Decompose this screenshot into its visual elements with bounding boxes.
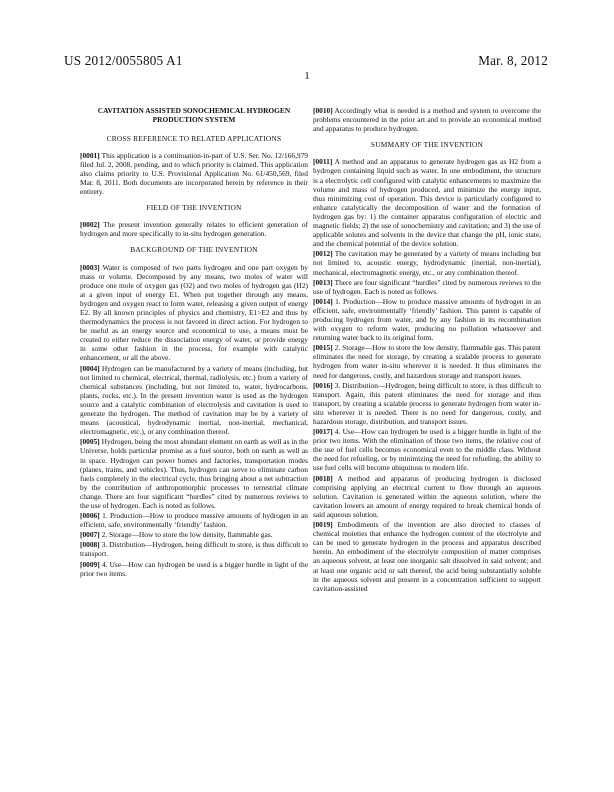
paragraph-text: 3. Distribution—Hydrogen, being difficult to store, is thus difficult to transport. Again, this patent eliminates the need for storage and thus transport, by creating a scalable process to generate hydrogen from water in-situ wherever it is needed. There is no need for dangerous, costly, and hazardous storage, distribution, and transport issues. xyxy=(313,380,541,426)
heading-background: BACKGROUND OF THE INVENTION xyxy=(130,245,258,255)
paragraph-0013 xyxy=(313,278,541,296)
paragraph-0009 xyxy=(80,560,308,578)
page-number: 1 xyxy=(304,70,310,82)
paragraph-0004 xyxy=(80,364,308,437)
paragraph-0012 xyxy=(313,249,541,276)
paragraph-text: 2. Storage—How to store the low density, flammable gas. This patent eliminates the need for storage, by creating a scalable process to generate hydrogen from water in-situ wherever it is needed. It thus eliminates the need for dangerous, costly, and hazardous storage and transport issues. xyxy=(313,343,541,380)
paragraph-text: 1. Production—How to produce massive amounts of hydrogen in an efficient, safe, environmentally ‘friendly’ fashion. This patent is capable of producing hydrogen from water, and by any fashion in its recombination with oxygen to reform water, producing no pollution whatsoever and returning water back to its original form. xyxy=(313,296,541,343)
paragraph-number: [0011] xyxy=(313,157,333,167)
paragraph-text: 4. Use—How can hydrogen be used is a bigger hurdle in light of the prior two items. With the elimination of those two items, the relative cost of the use of fuel cells becomes economical even to the middle class. Without the need for refueling, or by minimizing the need for refueling, the ability to use fuel cells will become ubiquitous to modern life. xyxy=(313,427,541,473)
paragraph-number: [0016] xyxy=(313,380,333,390)
right-column xyxy=(313,106,541,594)
paragraph-number: [0018] xyxy=(313,473,333,483)
paragraph-0015 xyxy=(313,343,541,379)
paragraph-0014 xyxy=(313,297,541,342)
paragraph-0003 xyxy=(80,263,308,363)
publication-date: Mar. 8, 2012 xyxy=(478,53,548,68)
paragraph-0006 xyxy=(80,511,308,529)
paragraph-number: [0015] xyxy=(313,343,333,353)
paragraph-number: [0003] xyxy=(80,262,100,272)
document-title: CAVITATION ASSISTED SONOCHEMICAL HYDROGEN PRODUCTION SYSTEM xyxy=(97,106,291,125)
paragraph-number: [0012] xyxy=(313,249,333,259)
paragraph-0019 xyxy=(313,520,541,593)
paragraph-text: 3. Distribution—Hydrogen, being difficult to store, is thus difficult to transport. xyxy=(80,540,308,559)
paragraph-number: [0001] xyxy=(80,150,100,160)
paragraph-number: [0008] xyxy=(80,540,100,550)
paragraph-0018 xyxy=(313,474,541,519)
paragraph-text: 2. Storage—How to store the low density, flammable gas. xyxy=(101,530,273,540)
paragraph-text: 1. Production—How to produce massive amounts of hydrogen in an efficient, safe, environmentally ‘friendly’ fashion. xyxy=(80,511,308,530)
paragraph-number: [0014] xyxy=(313,296,333,306)
paragraph-0010 xyxy=(313,106,541,133)
paragraph-number: [0002] xyxy=(80,220,100,230)
paragraph-0002 xyxy=(80,220,308,238)
paragraph-0001 xyxy=(80,151,308,196)
publication-number: US 2012/0055805 A1 xyxy=(64,53,183,68)
heading-field: FIELD OF THE INVENTION xyxy=(146,203,242,213)
paragraph-number: [0017] xyxy=(313,427,333,437)
paragraph-text: The present invention generally relates to efficient generation of hydrogen and more specifically to in-situ hydrogen generation. xyxy=(80,220,309,239)
paragraph-number: [0019] xyxy=(313,520,333,530)
paragraph-number: [0013] xyxy=(313,277,333,287)
paragraph-text: A method and an apparatus to generate hydrogen gas as H2 from a hydrogen containing liquid such as water. In one embodiment, the structure is a electrolytic cell configured with catalytic enhancements to maximize the volume and mass of hydrogen produced, and minimize the energy input, thus minimizing cost of operation. This device is particularly configured to enhance catalytically the decomposition of water and the formation of hydrogen gas by: 1) the container apparatus configuration of electric and magnetic fields; 2) the use of sonochemistry and cavitation; and 3) the use of applicable solutes and solvents in the device that change the pH, ionic state, and the chemical potential of the device solution. xyxy=(313,157,541,249)
paragraph-0017 xyxy=(313,427,541,472)
left-column xyxy=(80,106,308,579)
paragraph-0016 xyxy=(313,381,541,426)
paragraph-text: The cavitation may be generated by a variety of means including but not limited to, acoustic energy, hydrodynamic (inertial, non-inertial), mechanical, electromagnetic energy, etc., or any combination thereof. xyxy=(313,249,541,277)
paragraph-0011 xyxy=(313,157,541,248)
paragraph-number: [0005] xyxy=(80,437,100,447)
paragraph-number: [0010] xyxy=(313,106,333,115)
paragraph-text: This application is a continuation-in-part of U.S. Ser. No. 12/166,979 filed Jul. 2, 2008, pending, and to which priority is claimed. This application also claims priority to U.S. Provisional Application No. 61/450,569, filed Mar. 8, 2011. Both documents are incorporated herein by reference in their entirety. xyxy=(80,150,308,197)
paragraph-number: [0007] xyxy=(80,530,100,540)
heading-cross-reference: CROSS REFERENCE TO RELATED APPLICATIONS xyxy=(106,133,282,143)
paragraph-text: 4. Use—How can hydrogen be used is a bigger hurdle in light of the prior two items. xyxy=(80,559,308,578)
paragraph-0008 xyxy=(80,540,308,558)
paragraph-text: A method and apparatus of producing hydrogen is disclosed comprising applying an electrical current to flow through an aqueous solution. Cavitation is generated within the aqueous solution, where the cavitation lowers an amount of energy required to break chemical bonds of said aqueous solution. xyxy=(313,473,541,519)
paragraph-number: [0004] xyxy=(80,363,100,373)
paragraph-text: Accordingly what is needed is a method and system to overcome the problems encountered in the prior art and to provide an economical method and apparatus to produce hydrogen. xyxy=(313,106,541,134)
paragraph-text: There are four significant “hurdles” cited by numerous reviews to the use of hydrogen. Each is noted as follows. xyxy=(313,277,541,296)
paragraph-0005 xyxy=(80,437,308,510)
paragraph-text: Hydrogen can be manufactured by a variety of means (including, but not limited to chemical, electrical, thermal, radiolysis, etc.) from a variety of chemical substances (including, but not limited to, water, hydrocarbons, plants, rocks, etc.). In the present invention water is used as the hydrogen source and a catalytic combination of electrolysis and cavitation is used to generate the hydrogen. The method of cavitation may be by a variety of means (acoustical, hydrodynamic inertial, non-inertial, mechanical, electromagnetic, etc.), or any combination thereof. xyxy=(80,363,308,437)
paragraph-0007 xyxy=(80,530,308,539)
paragraph-text: Water is composed of two parts hydrogen and one part oxygen by mass or volume. Decomposed by any means, two moles of water will produce one mole of oxygen gas (O2) and two moles of hydrogen gas (H2) at a given input of energy E1. When put together through any means, hydrogen and oxygen react to form water, releasing a given output of energy E2. By all known principles of physics and chemistry, E1>E2 and thus by thermodynamics the process is not favored in direct action. For hydrogen to be useful as an energy source and economical to use, a means must be created to either reduce the dissociation energy of water, or provide energy in some other fashion in the process, for example with catalytic enhancement, or all the above. xyxy=(80,262,308,363)
paragraph-number: [0009] xyxy=(80,559,100,569)
paragraph-text: Hydrogen, being the most abundant element on earth as well as in the Universe, holds particular promise as a fuel source, both on earth as well as in space. Hydrogen can power homes and factories, transportation modes (planes, trains, and vehicles). Thus, hydrogen can serve to eliminate carbon fuels completely in the electrical cycle, thus bringing about a net subtraction by the contribution of anthropomorphic processes to terrestrial climate change. There are four significant “hurdles” cited by numerous reviews to the use of hydrogen. Each is noted as follows. xyxy=(80,437,308,510)
paragraph-text: Embodiments of the invention are also directed to classes of chemical moieties that enhance the hydrogen content of the electrolyte and can be used to generate hydrogen in the process and apparatus described herein. An embodiment of the electrolyte composition of matter comprises an aqueous solvent, at least one inorganic salt dissolved in said solvent; and at least one organic acid or salt thereof, the acid being substantially soluble in the aqueous solvent and present in a concentration sufficient to support cavitation-assisted xyxy=(313,520,541,593)
heading-summary: SUMMARY OF THE INVENTION xyxy=(370,140,484,150)
paragraph-number: [0006] xyxy=(80,511,100,521)
